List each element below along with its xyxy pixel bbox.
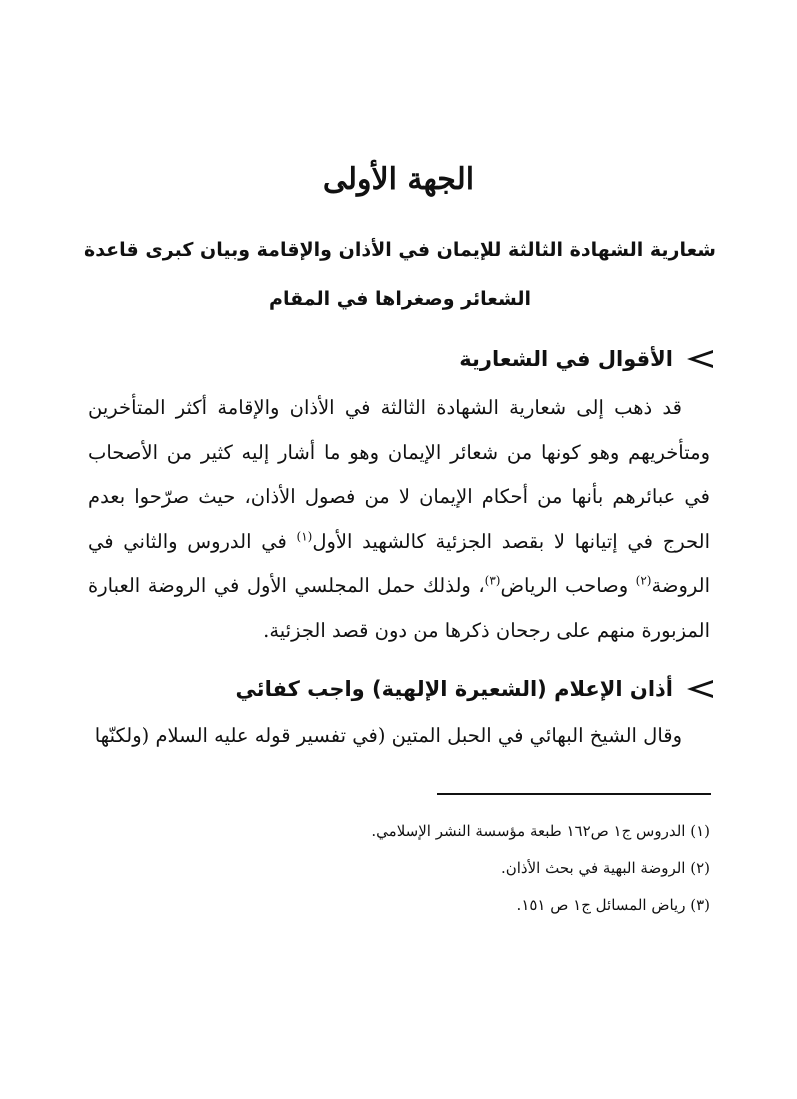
footnote-separator xyxy=(437,793,711,795)
footnote-ref-3: (٣) xyxy=(484,573,501,588)
arrowhead-bullet-icon xyxy=(685,678,715,700)
paragraph-adhan xyxy=(88,714,710,759)
footnote-item: (٢) الروضة البهية في بحث الأذان. xyxy=(500,859,710,877)
paragraph-sharia xyxy=(88,386,710,653)
footnote-item: (٣) رياض المسائل ج١ ص ١٥١. xyxy=(516,896,710,914)
paragraph-text: ، ولذلك حمل المجلسي الأول في الروضة العبارة المزبورة منهم على رجحان ذكرها من دون قصد الجزئية. xyxy=(88,574,710,642)
section-heading-sharia xyxy=(75,339,715,379)
paragraph-text: قد ذهب إلى شعارية الشهادة الثالثة في الأذان والإقامة أكثر المتأخرين ومتأخريهم وهو كونها من شعائر الإيمان وهو ما أشار إليه كثير من الأصحاب في عبائرهم بأنها من أحكام الإيمان لا من فصول الأذان، حيث صرّحوا بعدم الحرج في إتيانها لا بقصد الجزئية كالشهيد الأول xyxy=(88,396,710,553)
footnotes-list xyxy=(88,817,710,928)
section-heading-label: أذان الإعلام (الشعيرة الإلهية) واجب كفائي xyxy=(235,677,673,701)
paragraph-text: وصاحب الرياض xyxy=(500,574,636,597)
footnote-ref-1: (١) xyxy=(296,529,313,543)
paragraph-text: في الدروس والثاني في الروضة xyxy=(88,529,711,597)
footnote-ref-2: (٢) xyxy=(635,573,652,588)
section-heading-adhan xyxy=(75,669,715,709)
chapter-subtitle: شعارية الشهادة الثالثة للإيمان في الأذان والإقامة وبيان كبرى قاعدة الشعائر وصغراها في المقام xyxy=(83,239,716,310)
paragraph-text: وقال الشيخ البهائي في الحبل المتين (في تفسير قوله عليه السلام (ولكنّها xyxy=(94,724,682,747)
arrowhead-bullet-icon xyxy=(685,348,715,370)
footnote-item: (١) الدروس ج١ ص١٦٢ طبعة مؤسسة النشر الإسلامي. xyxy=(371,822,710,840)
chapter-title: الجهة الأولى xyxy=(322,162,475,197)
section-heading-label: الأقوال في الشعارية xyxy=(459,347,673,371)
